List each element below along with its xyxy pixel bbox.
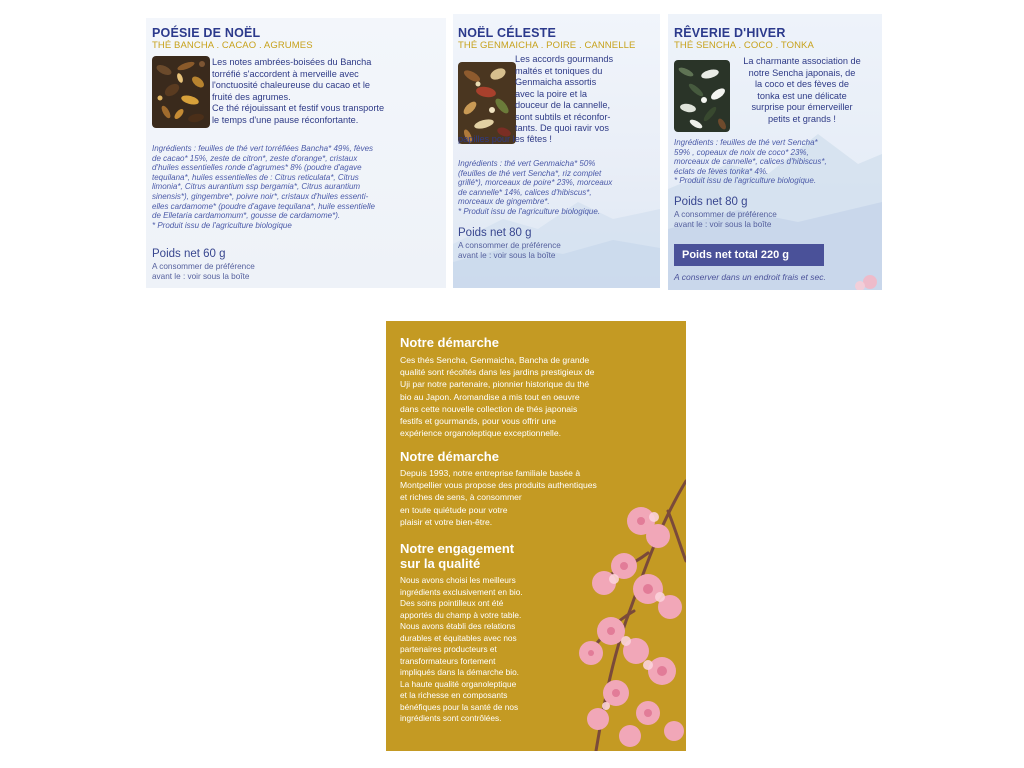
product-description: La charmante association de notre Sencha japonais, de la coco et des fèves de tonka est une délicate surprise pour émerveiller petits et grands ! [743,56,861,124]
tea-leaves-image [458,62,516,144]
section-heading-continued: sur la qualité [400,556,481,571]
product-description-end: papilles pour les fêtes ! [458,134,552,144]
brand-info-panel [386,321,686,751]
best-before-label: A consommer de préférence [458,241,561,250]
product-description: Les accords gourmands maltés et toniques du Genmaicha assortis avec la poire et la douceur de la cannelle, sont subtils et réconfor- tants. De quoi ravir vos [515,54,614,133]
product-title: NOËL CÉLESTE [458,26,557,40]
product-panel-reverie-d-hiver [668,14,882,290]
net-weight: Poids net 80 g [674,196,748,208]
tea-leaves-image [152,56,210,128]
product-subtitle: THÉ BANCHA . CACAO . AGRUMES [152,40,313,51]
product-panel-poesie-de-noel [146,18,446,288]
section-heading: Notre engagement [400,541,515,556]
best-before-note: avant le : voir sous la boîte [674,220,772,229]
product-title: RÊVERIE D'HIVER [674,26,786,40]
best-before-note: avant le : voir sous la boîte [458,251,556,260]
best-before-note: avant le : voir sous la boîte [152,272,250,281]
ingredients-list: Ingrédients : feuilles de thé vert Sencha* 59% , copeaux de noix de coco* 23%, morceaux de cannelle*, calices d'hibiscus*, éclats de fèves tonka* 4%. * Produit issu de l'agriculture biologique. [674,138,827,186]
net-weight: Poids net 60 g [152,248,226,260]
section-text: Nous avons choisi les meilleurs ingrédients exclusivement en bio. Des soins pointilleux ont été apportés du champ à votre table. Nous avons établi des relations durables et équitables avec nos partenaires producteurs et transformateurs fortement impliqués dans la démarche bio. La haute qualité organoleptique et la richesse en composants bénéfiques pour la santé de nos ingrédients sont contrôlées. [400,575,523,723]
total-net-weight-badge: Poids net total 220 g [674,244,824,266]
product-subtitle: THÉ SENCHA . COCO . TONKA [674,40,814,51]
product-title: POÉSIE DE NOËL [152,26,261,40]
storage-note: A conserver dans un endroit frais et sec. [674,272,826,282]
ingredients-list: Ingrédients : thé vert Genmaicha* 50% (feuilles de thé vert Sencha*, riz complet grillé*), morceaux de poire* 23%, morceaux de cannelle* 14%, calices d'hibiscus*, morceaux de gingembre*. * Produit issu de l'agriculture biologique. [458,159,613,216]
product-panel-noel-celeste [453,14,660,288]
net-weight: Poids net 80 g [458,227,532,239]
tea-leaves-image [674,60,730,132]
product-subtitle: THÉ GENMAICHA . POIRE . CANNELLE [458,40,636,51]
section-heading: Notre démarche [400,449,499,464]
section-text: Depuis 1993, notre entreprise familiale basée à Montpellier vous propose des produits authentiques et riches de sens, à consommer en toute quiétude pour votre plaisir et votre bien-être. [400,468,597,527]
ingredients-list: Ingrédients : feuilles de thé vert torréfiées Bancha* 49%, fèves de cacao* 15%, zeste de citron*, zeste d'orange*, cristaux d'huiles essentielles ronde d'agrumes* 8% (poudre d'agave tequilana*, huiles essentielles de : Citrus reticulata*, Citrus limonia*, Citrus aurantium ssp bergamia*, Citrus aurantium sinensis*), gingembre*, poivre noir*, cristaux d'huiles essenti- elles cardamome* (poudre d'agave tequilana*, huile essentielle de Elletaria cardamomum*, gousse de cardamome*). * Produit issu de l'agriculture biologique [152,144,375,230]
section-heading: Notre démarche [400,335,499,350]
section-text: Ces thés Sencha, Genmaicha, Bancha de grande qualité sont récoltés dans les jardins prestigieux de Uji par notre partenaire, pionnier historique du thé bio au Japon. Aromandise a mis tout en oeuvre dans cette nouvelle collection de thés japonais festifs et gourmands, pour vous offrir une expérience organoleptique exceptionnelle. [400,355,595,439]
best-before-label: A consommer de préférence [152,262,255,271]
product-description: Les notes ambrées-boisées du Bancha torréfié s'accordent à merveille avec l'onctuosité chaleureuse du cacao et le fruité des agrumes. Ce thé réjouissant et festif vous transporte le temps d'une pause réconfortante. [212,57,385,125]
best-before-label: A consommer de préférence [674,210,777,219]
